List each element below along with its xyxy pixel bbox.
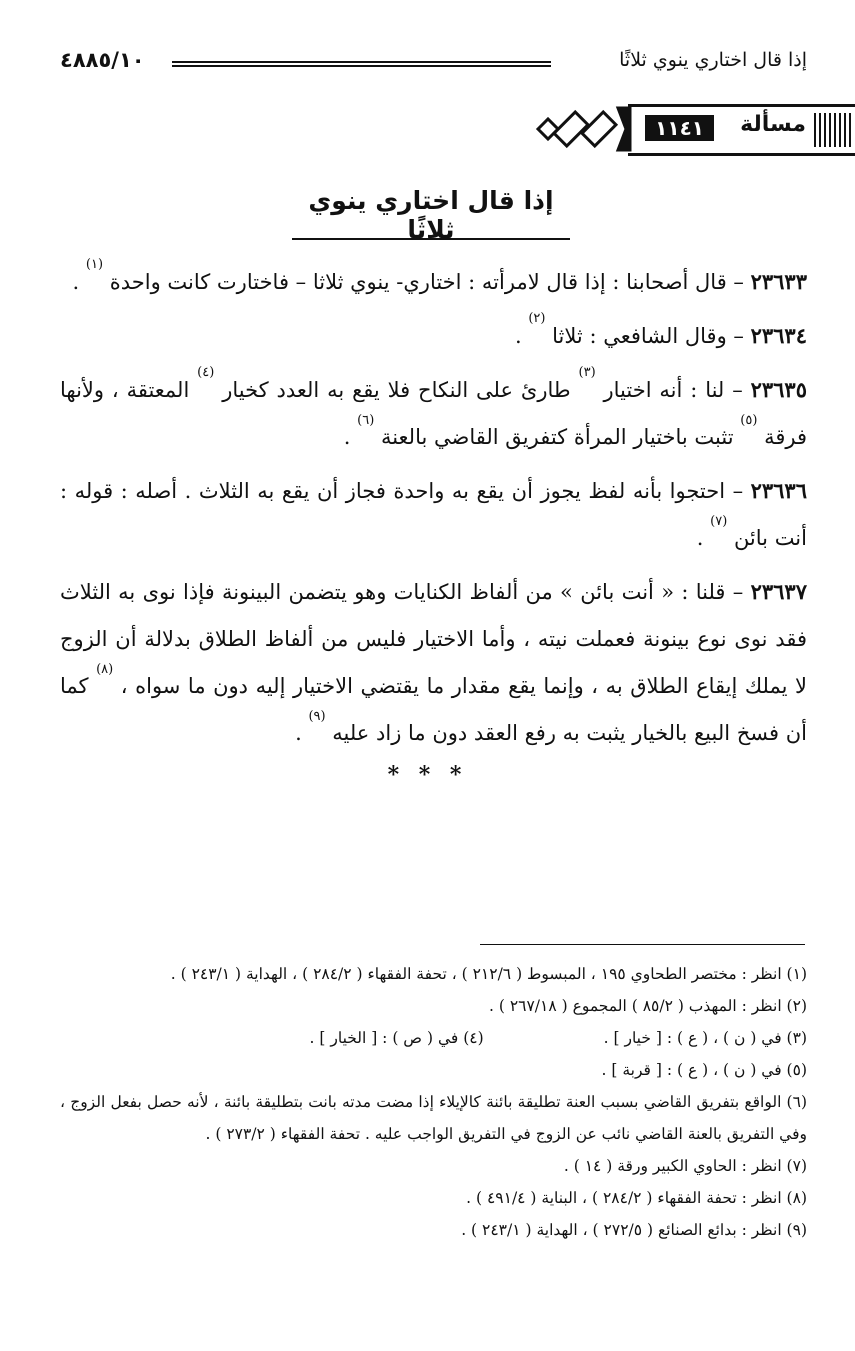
footnote-ref: (٨) [96, 662, 114, 677]
footnote-ref: (٧) [710, 514, 728, 529]
footnote-3: (٣) في ( ن ) ، ( ع ) : [ خيار ] . [603, 1029, 807, 1047]
section-separator: * * * [387, 762, 468, 788]
paragraph-end: . [343, 425, 358, 449]
ornament-icon [530, 100, 640, 158]
paragraph-text: – لنا : أنه اختيار [595, 378, 751, 402]
paragraph-text: – احتجوا بأنه لفظ يجوز أن يقع به واحدة فجاز أن يقع به الثلاث . أصله : قوله : أنت بائن [60, 479, 807, 550]
footnote-ref: (٣) [578, 365, 596, 380]
paragraph-text: – قال أصحابنا : إذا قال لامرأته : اختاري- ينوي ثلاثا – فاختارت كانت واحدة [103, 270, 751, 294]
banner-stripes [814, 113, 854, 147]
footnote-7: (٧) انظر : الحاوي الكبير ورقة ( ١٤ ) . [563, 1157, 807, 1175]
paragraph-end: . [696, 526, 711, 550]
footnote-ref: (٢) [528, 311, 546, 326]
paragraph-text: – وقال الشافعي : ثلاثا [545, 324, 751, 348]
running-title: إذا قال اختاري ينوي ثلاثًا [619, 49, 807, 71]
header-rule [172, 61, 551, 67]
paragraph-23633 [60, 258, 807, 306]
paragraph-23635 [60, 366, 807, 461]
footnote-ref: (٦) [357, 413, 375, 428]
footnote-8: (٨) انظر : تحفة الفقهاء ( ٢٨٤/٢ ) ، البناية ( ٤٩١/٤ ) . [466, 1189, 807, 1207]
banner-bar [628, 104, 855, 156]
paragraph-text: طارئ على النكاح فلا يقع به العدد كخيار [214, 378, 579, 402]
masala-label: مسألة [740, 112, 806, 137]
footnote-9: (٩) انظر : بدائع الصنائع ( ٢٧٢/٥ ) ، الهداية ( ٢٤٣/١ ) . [461, 1221, 807, 1239]
paragraph-number: ٢٣٦٣٣ [750, 269, 807, 294]
footnote-ref: (١) [85, 257, 104, 272]
paragraph-text: المعتقة ، ولأنها فرقة [60, 378, 807, 449]
paragraph-end: . [514, 324, 529, 348]
chapter-title-rule [292, 238, 570, 240]
footnote-ref: (٤) [197, 365, 215, 380]
footnote-5: (٥) في ( ن ) ، ( ع ) : [ قربة ] . [601, 1061, 807, 1079]
paragraph-end: . [72, 270, 86, 294]
paragraph-23637 [60, 568, 807, 757]
paragraph-23634 [60, 312, 807, 360]
paragraph-text: – قلنا : « أنت بائن » من ألفاظ الكنايات وهو يتضمن البينونة فإذا نوى به الثلاث فقد نوى نوع بينونة فعملت نيته ، وأما الاختيار فليس من ألفاظ الطلاق بدلالة أن الزوج لا يملك إيقاع الطلاق به ، وإنما يقع مقدار ما يقتضي الاختيار إليه دون ما سواه ، [60, 580, 808, 698]
footnote-rule [480, 944, 805, 945]
paragraph-text: كما أن فسخ البيع بالخيار يثبت به رفع العقد دون ما زاد عليه [60, 674, 807, 745]
footnote-4: (٤) في ( ص ) : [ الخيار ] . [309, 1029, 484, 1047]
paragraph-number: ٢٣٦٣٤ [750, 323, 807, 348]
page-number: ٤٨٨٥/١٠ [60, 48, 145, 72]
footnote-2: (٢) انظر : المهذب ( ٨٥/٢ ) المجموع ( ٢٦٧/١٨ ) . [489, 997, 807, 1015]
paragraph-end: . [295, 721, 309, 745]
masala-number: ١١٤١ [645, 115, 714, 141]
masala-banner [530, 100, 855, 158]
running-header [60, 44, 807, 80]
footnote-6: (٦) الواقع بتفريق القاضي بسبب العنة تطليقة بائنة كالإيلاء إذا مضت مدته بانت بتطليقة بائنة ، لأنه حصل بفعل الزوج ، وفي التفريق بالعنة القاضي نائب عن الزوج في التفريق الواجب عليه . تحفة الفقهاء ( ٢٧٣/٢ ) . [60, 1093, 807, 1143]
footnote-1: (١) انظر : مختصر الطحاوي ١٩٥ ، المبسوط ( ٢١٢/٦ ) ، تحفة الفقهاء ( ٢٨٤/٢ ) ، الهداية ( ٢٤٣/١ ) . [170, 965, 807, 983]
footnote-pair [60, 1022, 807, 1054]
paragraph-number: ٢٣٦٣٦ [750, 478, 807, 503]
paragraph-23636 [60, 467, 807, 562]
paragraph-text: تثبت باختيار المرأة كتفريق القاضي بالعنة [374, 425, 741, 449]
footnotes [60, 958, 807, 1246]
paragraph-number: ٢٣٦٣٥ [750, 377, 807, 402]
footnote-ref: (٥) [740, 413, 758, 428]
footnote-ref: (٩) [308, 709, 326, 724]
body-text [60, 258, 807, 763]
chapter-title: إذا قال اختاري ينوي ثلاثًا [308, 186, 554, 244]
paragraph-number: ٢٣٦٣٧ [750, 579, 807, 604]
